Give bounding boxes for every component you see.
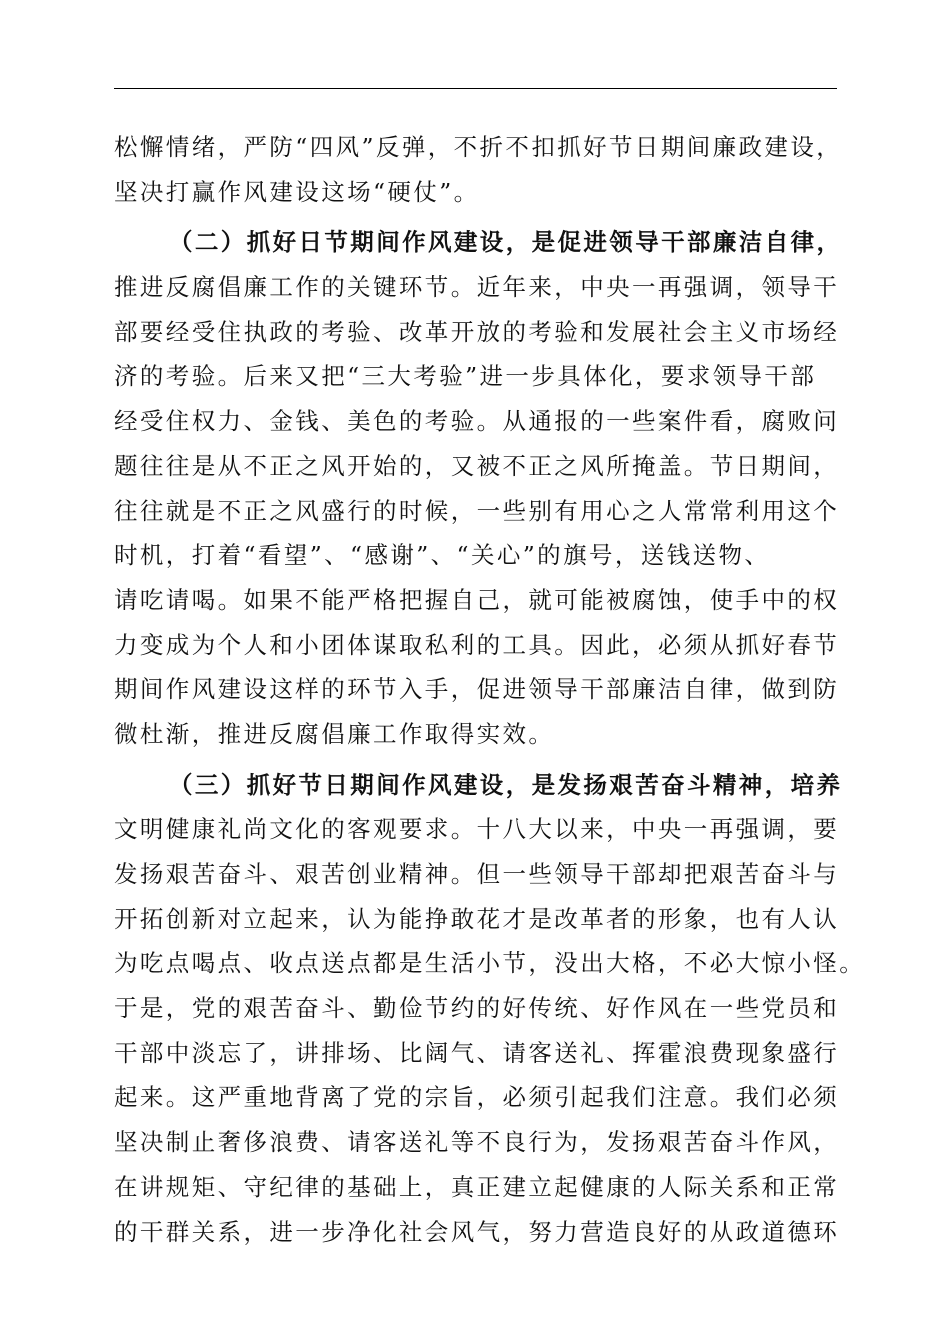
text-line: 松懈情绪，严防“四风”反弹，不折不扣抓好节日期间廉政建设， [114,133,843,161]
text-line: 在讲规矩、守纪律的基础上，真正建立起健康的人际关系和正常 [114,1172,840,1201]
text-line: 于是，党的艰苦奋斗、勤俭节约的好传统、好作风在一些党员和 [114,994,840,1023]
header-rule [114,88,837,89]
section-2-lead-line: （二）抓好日节期间作风建设，是促进领导干部廉洁自律， [169,228,843,257]
text-line: 请吃请喝。如果不能严格把握自己，就可能被腐蚀，使手中的权 [114,585,840,614]
text-line: 期间作风建设这样的环节入手，促进领导干部廉洁自律，做到防 [114,675,840,704]
text-line: 题往往是从不正之风开始的，又被不正之风所掩盖。节日期间， [114,451,840,480]
text-line: 为吃点喝点、收点送点都是生活小节，没出大格，不必大惊小怪。 [114,949,866,978]
body-text [114,125,866,1254]
text-line: 坚决制止奢侈浪费、请客送礼等不良行为，发扬艰苦奋斗作风， [114,1128,840,1157]
text-line: 往往就是不正之风盛行的时候，一些别有用心之人常常利用这个 [114,496,840,525]
text-line: 坚决打赢作风建设这场“硬仗”。 [114,177,480,206]
text-line: 力变成为个人和小团体谋取私利的工具。因此，必须从抓好春节 [114,630,840,659]
text-line: 起来。这严重地背离了党的宗旨，必须引起我们注意。我们必须 [114,1083,840,1112]
text-line: 推进反腐倡廉工作的关键环节。近年来，中央一再强调，领导干 [114,273,840,302]
section-3-lead-line: （三）抓好节日期间作风建设，是发扬艰苦奋斗精神，培养 [169,770,843,799]
text-line: 济的考验。后来又把“三大考验”进一步具体化，要求领导干部 [114,362,817,391]
text-line: 微杜渐，推进反腐倡廉工作取得实效。 [114,719,555,748]
text-line: 开拓创新对立起来，认为能挣敢花才是改革者的形象，也有人认 [114,904,840,933]
text-line: 部要经受住执政的考验、改革开放的考验和发展社会主义市场经 [114,317,840,346]
text-line: 时机，打着“看望”、“感谢”、“关心”的旗号，送钱送物、 [114,541,771,570]
text-line: 的干群关系，进一步净化社会风气，努力营造良好的从政道德环 [114,1217,840,1246]
text-line: 文明健康礼尚文化的客观要求。十八大以来，中央一再强调，要 [114,815,840,844]
text-line: 发扬艰苦奋斗、艰苦创业精神。但一些领导干部却把艰苦奋斗与 [114,860,840,888]
text-line: 经受住权力、金钱、美色的考验。从通报的一些案件看，腐败问 [114,407,840,436]
text-line: 干部中淡忘了，讲排场、比阔气、请客送礼、挥霍浪费现象盛行 [114,1038,840,1067]
